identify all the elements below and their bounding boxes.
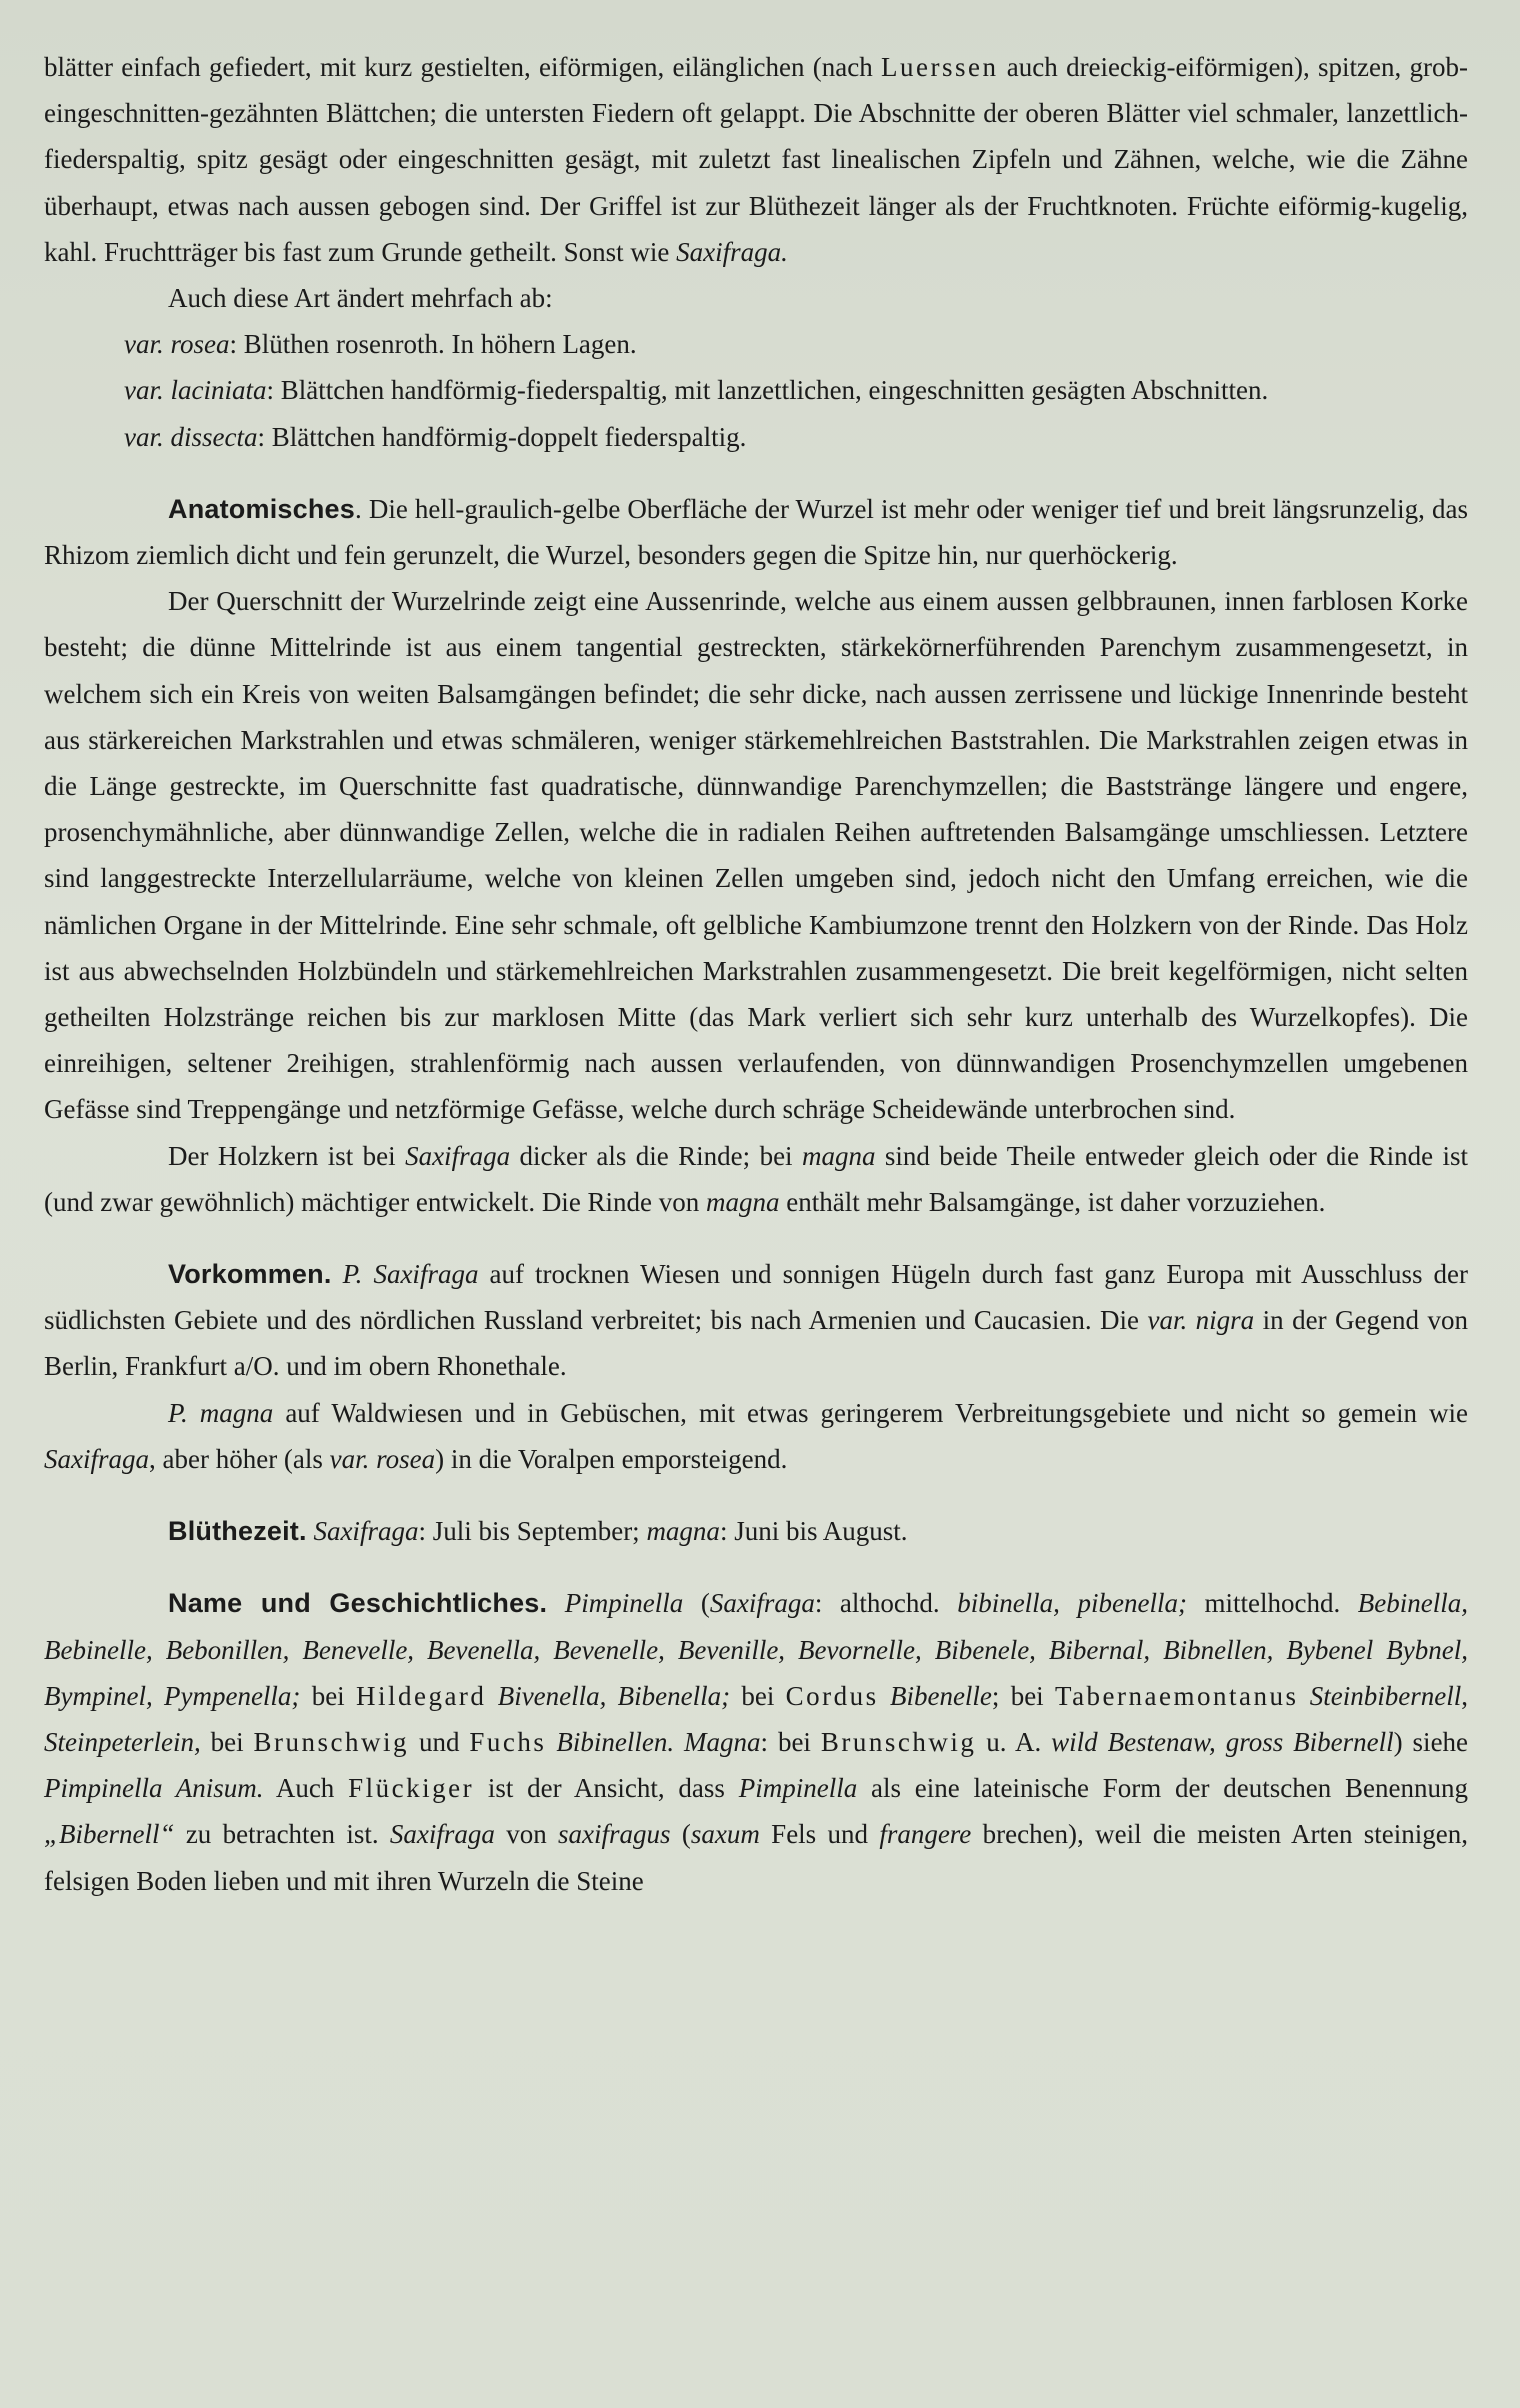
text-run: auf Waldwiesen und in Gebüschen, mit etwas geringerem Verbreitungsgebiete und nicht so gemein wie (273, 1397, 1468, 1428)
text-run: : althochd. (814, 1588, 958, 1619)
text-run: von (494, 1819, 559, 1850)
author-name: Flückiger (348, 1773, 475, 1804)
species-name: Saxifraga (44, 1443, 149, 1474)
text-run: frangere (879, 1819, 972, 1850)
text-run: Bibenelle (889, 1680, 992, 1711)
text-run (546, 1727, 556, 1757)
text-run: Bivenella, Bibenella; (497, 1680, 731, 1711)
species-name: magna (646, 1516, 720, 1547)
text-run (486, 1681, 497, 1711)
text-run: Steinpeterlein, (44, 1726, 201, 1757)
text-run: ( (670, 1819, 691, 1850)
text-run: Bibinellen. (556, 1726, 675, 1757)
text-run (1299, 1681, 1310, 1711)
species-name: P. magna (168, 1397, 274, 1428)
species-name: Saxifraga (405, 1140, 511, 1171)
variant-name: var. rosea (124, 329, 230, 360)
variant-item (44, 414, 1468, 460)
anatomy-text-1: . Die hell-graulich-gelbe Oberfläche der Wurzel ist mehr oder weniger tief und breit längsrunzelig, das Rhizom ziemlich dicht und fein gerunzelt, die Wurzel, besonders gegen die Spitze hin, nur querhöckerig. (44, 493, 1468, 571)
flowering-paragraph (44, 1508, 1468, 1554)
text-run: Fels und (759, 1819, 880, 1850)
text-run: Auch (263, 1773, 349, 1804)
section-gap (44, 1482, 1468, 1508)
text-run: Pimpinella Anisum. (44, 1773, 264, 1804)
variant-text: : Blüthen rosenroth. In höhern Lagen. (229, 329, 637, 360)
text-run: ) siehe (1393, 1726, 1469, 1757)
species-name: magna (801, 1140, 876, 1171)
text-run: enthält mehr Balsamgänge, ist daher vorzuziehen. (779, 1186, 1326, 1217)
species-name: Saxifraga. (676, 236, 788, 267)
text-run: Saxifraga (709, 1588, 815, 1619)
text-run: bei (730, 1680, 786, 1711)
text-run: zu betrachten ist. (174, 1819, 390, 1850)
text-run: ) in die Voralpen emporsteigend. (435, 1443, 788, 1474)
text-run (674, 1727, 684, 1757)
text-run: , aber höher (als (149, 1443, 330, 1474)
text-run: : bei (760, 1726, 821, 1757)
anatomy-heading: Anatomisches (168, 493, 355, 524)
text-run: Saxifraga (389, 1819, 495, 1850)
text-run: ( (683, 1588, 710, 1619)
text-run (879, 1681, 890, 1711)
text-run: Bebinella, Bebinelle, Bebonillen, Benevelle, Bevenella, Bevenelle, Bevenille, Bevornelle, Bibenele, Bibernal, Bibnellen, Bybenel Bybnel, Bympinel, Pympenella; (44, 1588, 1469, 1711)
text-run: „Bibernell“ (44, 1819, 175, 1850)
text-run: ist der Ansicht, dass (474, 1773, 739, 1804)
intro-text-2: auch dreieckig-eiförmigen), spitzen, grob-eingeschnitten-gezähnten Blättchen; die untersten Fiedern oft gelappt. Die Abschnitte der oberen Blätter viel schmaler, lanzettlich-fiederspaltig, spitz gesägt oder eingeschnitten gesägt, mit zuletzt fast linealischen Zipfeln und Zähnen, welche, wie die Zähne überhaupt, etwas nach aussen gebogen sind. Der Griffel ist zur Blüthezeit länger als der Fruchtknoten. Früchte eiförmig-kugelig, kahl. Fruchtträger bis fast zum Grunde getheilt. Sonst wie (44, 52, 1468, 267)
occurrence-heading: Vorkommen. (168, 1259, 332, 1290)
text-run: Steinbibernell (1309, 1680, 1462, 1711)
text-run: Pimpinella (738, 1773, 858, 1804)
text-run: u. A. (976, 1726, 1052, 1757)
history-paragraph (44, 1580, 1468, 1903)
anatomy-paragraph-1 (44, 486, 1468, 578)
text-run: bei (200, 1726, 254, 1757)
author-name: Luerssen (881, 52, 999, 82)
variant-name: var. rosea (329, 1443, 436, 1474)
text-run: wild Bestenaw, gross Bibernell (1051, 1726, 1394, 1757)
text-run: mittelhochd. (1186, 1588, 1358, 1619)
author-name: Brunschwig (253, 1726, 410, 1757)
text-run: saxifragus (558, 1819, 671, 1850)
variant-name: var. dissecta (124, 421, 258, 452)
text-run: auf trocknen Wiesen und sonnigen Hügeln durch fast ganz Europa mit Ausschluss der südlichsten Gebiete und des nördlichen Russland verbreitet; bis nach Armenien und Caucasien. Die (44, 1259, 1469, 1336)
variant-name: var. laciniata (124, 375, 267, 406)
intro-paragraph (44, 44, 1468, 275)
variant-item (44, 321, 1468, 367)
text-run: saxum (690, 1819, 760, 1850)
author-name: Tabernaemontanus (1054, 1680, 1299, 1711)
section-gap (44, 1554, 1468, 1580)
variant-name: var. nigra (1147, 1305, 1255, 1336)
text-run: Der Holzkern ist bei (168, 1140, 406, 1171)
author-name: Fuchs (469, 1726, 547, 1757)
author-name: Brunschwig (820, 1726, 977, 1757)
author-name: Cordus (785, 1680, 879, 1711)
text-run: , (1461, 1680, 1468, 1711)
text-run: : Juli bis September; (418, 1516, 647, 1547)
anatomy-paragraph-3 (44, 1133, 1468, 1225)
section-gap (44, 460, 1468, 486)
text-run: Pimpinella (564, 1588, 684, 1619)
variant-item (44, 367, 1468, 413)
text-run: brechen), weil die meisten Arten steinigen, felsigen Boden lieben und mit ihren Wurzeln die Steine (44, 1819, 1468, 1896)
text-run: als eine lateinische Form der deutschen Benennung (857, 1773, 1468, 1804)
text-run: bei (300, 1680, 356, 1711)
occurrence-paragraph-1 (44, 1251, 1468, 1390)
species-name: magna (706, 1186, 780, 1217)
intro-text: blätter einfach gefiedert, mit kurz gestielten, eiförmigen, eilänglichen (nach (44, 52, 882, 82)
anatomy-paragraph-2: Der Querschnitt der Wurzelrinde zeigt eine Aussenrinde, welche aus einem aussen gelbbraunen, innen farblosen Korke besteht; die dünne Mittelrinde ist aus einem tangential gestreckten, stärkekörnerführenden Parenchym zusammengesetzt, in welchem sich ein Kreis von weiten Balsamgängen befindet; die sehr dicke, nach aussen zerrissene und lückige Innenrinde besteht aus stärkereichen Markstrahlen und etwas schmäleren, weniger stärkemehlreichen Baststrahlen. Die Markstrahlen zeigen etwas in die Länge gestreckte, im Querschnitte fast quadratische, dünnwandige Parenchymzellen; die Baststränge längere und engere, prosenchymähnliche, aber dünnwandige Zellen, welche die in radialen Reihen auftretenden Balsamgänge umschliessen. Letztere sind langgestreckte Interzellularräume, welche von kleinen Zellen umgeben sind, jedoch nicht den Umfang erreichen, wie die nämlichen Organe in der Mittelrinde. Eine sehr schmale, oft gelbliche Kambiumzone trennt den Holzkern von der Rinde. Das Holz ist aus abwechselnden Holzbündeln und stärkemehlreichen Markstrahlen zusammengesetzt. Die breit kegelförmigen, nicht selten getheilten Holzstränge reichen bis zur marklosen Mitte (das Mark verliert sich sehr kurz unterhalb des Wurzelkopfes). Die einreihigen, seltener 2reihigen, strahlenförmig nach aussen verlaufenden, von dünnwandigen Prosenchymzellen umgebenen Gefässe sind Treppengänge und netzförmige Gefässe, welche durch schräge Scheidewände unterbrochen sind. (44, 586, 1468, 1125)
text-run: dicker als die Rinde; bei (510, 1140, 802, 1171)
text-run: Magna (684, 1726, 761, 1757)
author-name: Hildegard (355, 1680, 487, 1711)
species-name: P. Saxifraga (342, 1259, 479, 1290)
species-name: Saxifraga (313, 1516, 419, 1547)
text-run: : Juni bis August. (719, 1516, 908, 1547)
section-gap (44, 1225, 1468, 1251)
text-run: bibinella, pibenella; (957, 1588, 1187, 1619)
history-heading: Name und Geschichtliches. (168, 1588, 548, 1619)
occurrence-paragraph-2 (44, 1390, 1468, 1482)
text-run: ; bei (991, 1680, 1055, 1711)
text-run: sind beide Theile entweder gleich oder die Rinde ist (und zwar gewöhnlich) mächtiger entwickelt. Die Rinde von (44, 1140, 1468, 1217)
variant-text: : Blättchen handförmig-doppelt fiederspaltig. (257, 421, 747, 452)
variant-text: : Blättchen handförmig-fiederspaltig, mit lanzettlichen, eingeschnitten gesägten Abschnitten. (266, 375, 1269, 406)
text-run: und (409, 1726, 470, 1757)
variants-lead: Auch diese Art ändert mehrfach ab: (168, 283, 553, 314)
text-run: in der Gegend von Berlin, Frankfurt a/O. und im obern Rhonethale. (44, 1305, 1468, 1382)
flowering-heading: Blüthezeit. (168, 1516, 307, 1547)
